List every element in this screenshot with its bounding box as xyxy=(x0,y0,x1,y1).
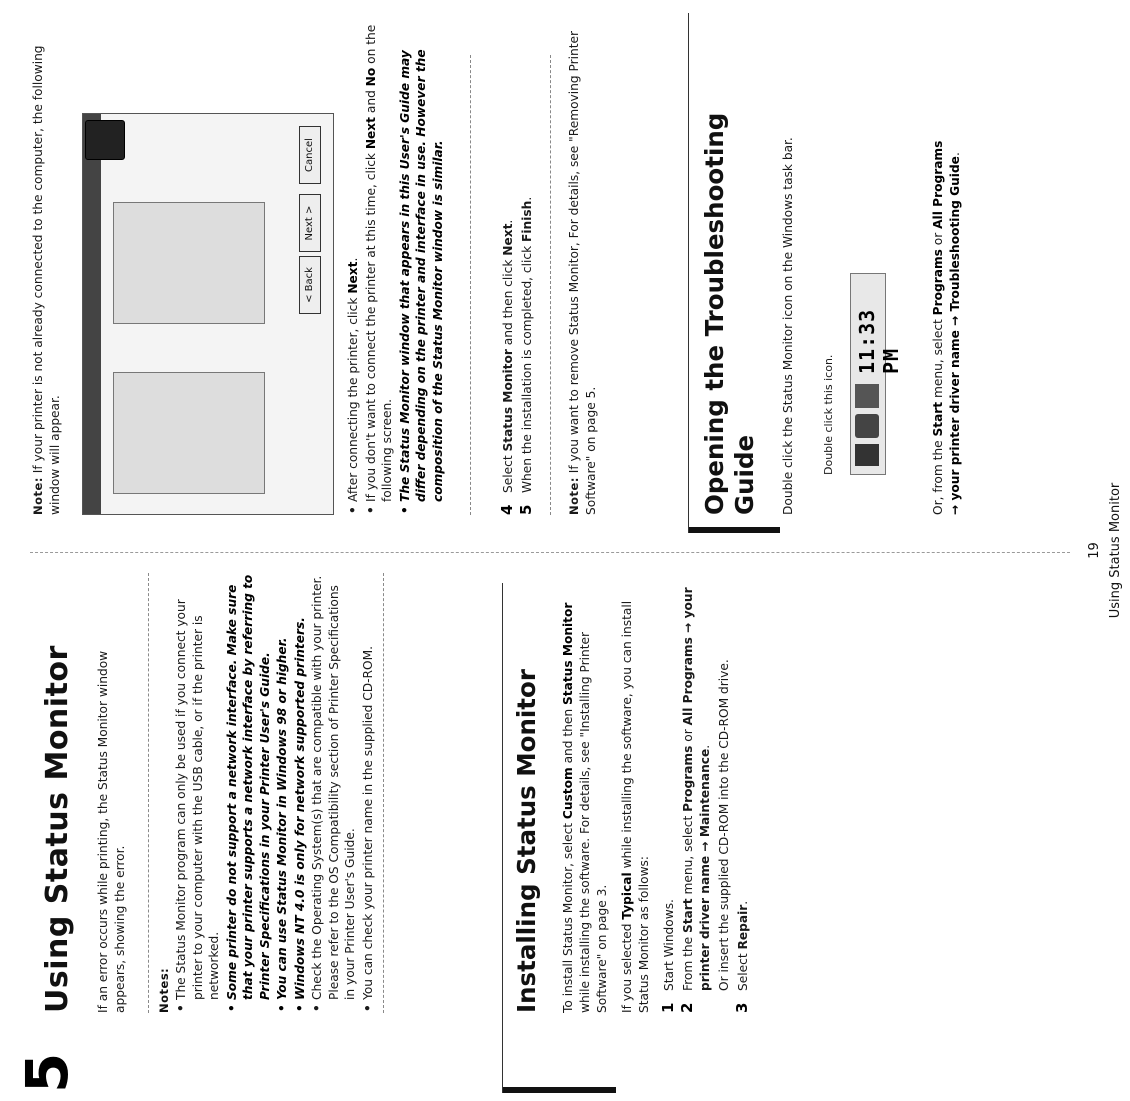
troubleshooting-title: Opening the Troubleshooting Guide xyxy=(700,112,759,515)
note-item: • Windows NT 4.0 is only for network supported printers. xyxy=(292,617,307,1012)
note-item: • Some printer do not support a network interface. Make sure that your printer supports a network interface by referring to Printer Specifications in your Printer User's Guide. xyxy=(224,574,272,1012)
connect-bullet: • After connecting the printer, click Next. xyxy=(346,257,360,514)
step-2: 2 From the Start menu, select Programs or All Programs → your printer driver name → Maintenance. xyxy=(678,587,712,1013)
remove-note: Note: If you want to remove Status Monitor, For details, see "Removing Printer Software" on page 5. xyxy=(567,30,598,515)
connect-note: Note: If your printer is not already connected to the computer, the following window will appear. xyxy=(31,45,62,515)
installing-title: Installing Status Monitor xyxy=(512,669,541,1013)
screenshot-titlebar xyxy=(83,114,101,514)
printer-wizard-icon xyxy=(85,120,125,160)
connect-bullets xyxy=(345,15,447,515)
rule xyxy=(470,55,471,515)
chapter-title: Using Status Monitor xyxy=(40,645,75,1013)
step-1: 1 Start Windows. xyxy=(659,899,677,1013)
section-bar xyxy=(688,527,780,533)
network-icon xyxy=(855,444,879,466)
cable-illustration-left xyxy=(113,372,265,494)
footer-label: Using Status Monitor xyxy=(1108,482,1123,619)
printer-connect-screenshot xyxy=(82,113,334,515)
cable-illustration-right xyxy=(113,202,265,324)
tray-figure xyxy=(810,15,940,515)
section-rule xyxy=(502,583,503,1093)
installing-para-1: To install Status Monitor, select Custom and then Status Monitor while installing the software. For details, see "Installing Printer Software" on page 3. xyxy=(561,602,609,1013)
note-item: • The Status Monitor program can only be used if you connect your printer to your computer with the USB cable, or if the printer is networked. xyxy=(174,599,221,1012)
section-rule xyxy=(688,13,689,533)
installing-body xyxy=(560,583,754,1013)
step-2-alt: Or insert the supplied CD-ROM into the CD-ROM drive. xyxy=(717,659,731,991)
chapter-number: 5 xyxy=(13,1052,81,1093)
notes-box xyxy=(148,573,384,1013)
intro-paragraph: If an error occurs while printing, the Status Monitor window appears, showing the error. xyxy=(96,650,127,1013)
next-button[interactable]: Next > xyxy=(299,194,321,252)
rule xyxy=(550,55,551,515)
troubleshooting-para: Double click the Status Monitor icon on the Windows task bar. xyxy=(781,137,795,515)
tray-caption: Double click this icon. xyxy=(822,354,835,475)
right-steps xyxy=(500,15,538,515)
page-number: 19 xyxy=(1087,542,1102,559)
step-5: 5 When the installation is completed, click Finish. xyxy=(517,196,535,515)
step-3: 3 Select Repair. xyxy=(733,900,751,1013)
installing-para-2: If you selected Typical while installing the software, you can install Status Monitor as follows: xyxy=(620,600,651,1013)
section-bar xyxy=(502,1087,616,1093)
taskbar-tray xyxy=(850,273,903,475)
final-paragraph: Or, from the Start menu, select Programs or All Programs → your printer driver name → Troubleshooting Guide. xyxy=(931,140,962,515)
tray-clock: 11:33 PM xyxy=(855,308,903,374)
connect-bullet: • If you don't want to connect the printer at this time, click Next and No on the following screen. xyxy=(363,24,394,514)
back-button[interactable]: < Back xyxy=(299,256,321,314)
connect-bullet: • The Status Monitor window that appears in this User's Guide may differ depending on the printer and interface in use. However the composition of the Status Monitor window is similar. xyxy=(397,49,445,514)
note-item: • You can check your printer name in the supplied CD-ROM. xyxy=(360,646,375,1012)
step-4: 4 Select Status Monitor and then click Next. xyxy=(498,219,516,515)
printer-icon xyxy=(855,384,879,408)
status-monitor-icon[interactable] xyxy=(855,414,879,438)
install-steps xyxy=(661,583,752,1013)
notes-heading: Notes: xyxy=(157,967,171,1013)
note-item: • Check the Operating System(s) that are compatible with your printer. Please refer to the OS Compatibility section of Printer Specifications in your Printer User's Guide. xyxy=(310,575,357,1012)
cancel-button[interactable]: Cancel xyxy=(299,126,321,184)
column-divider xyxy=(30,552,1070,553)
note-item: • You can use Status Monitor in Windows 98 or higher. xyxy=(275,637,289,1012)
